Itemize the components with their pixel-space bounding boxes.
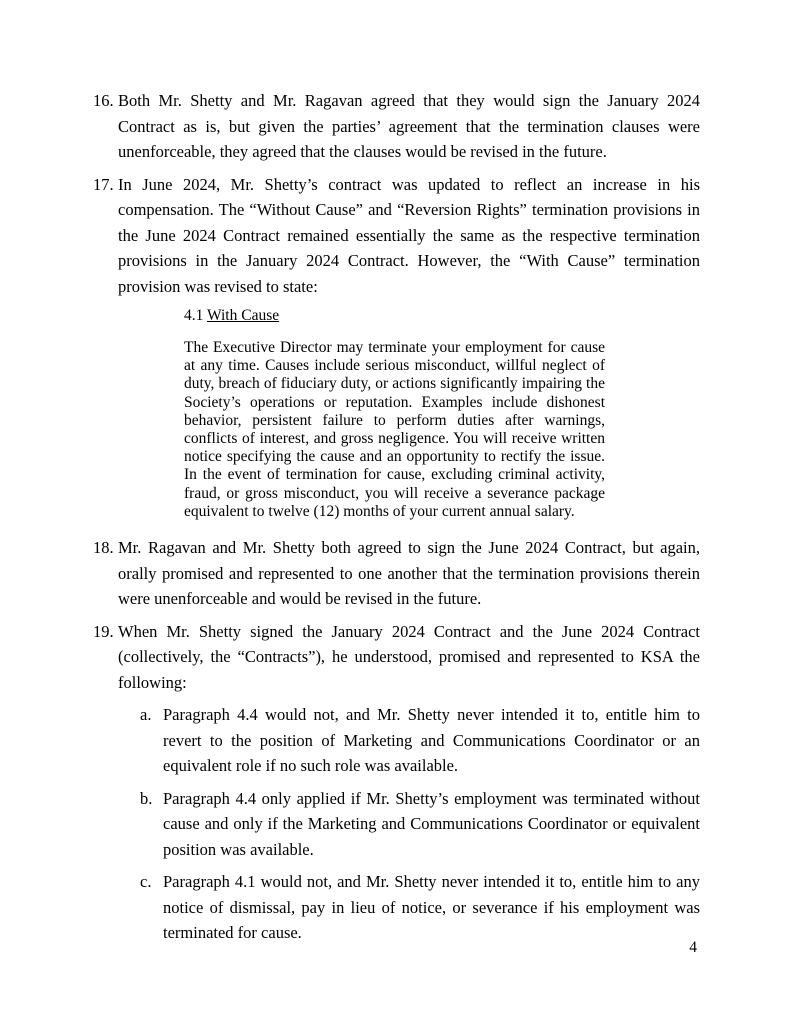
sub-paragraph-text: Paragraph 4.1 would not, and Mr. Shetty never intended it to, entitle him to any notice of dismissal, pay in lieu of notice, or severance if his employment was terminated for cause. bbox=[163, 872, 700, 943]
quote-section-heading bbox=[184, 306, 700, 326]
sub-paragraph-a bbox=[140, 702, 700, 779]
sub-paragraph-b bbox=[140, 786, 700, 863]
sub-paragraph-letter: b. bbox=[140, 788, 153, 808]
sub-paragraph-text: Paragraph 4.4 would not, and Mr. Shetty never intended it to, entitle him to revert to the position of Marketing and Communications Coordinator or an equivalent role if no such role was available. bbox=[163, 705, 700, 776]
sub-paragraph-letter: c. bbox=[140, 872, 152, 892]
paragraph-number: 19. bbox=[93, 621, 114, 641]
numbered-paragraph-19 bbox=[93, 619, 700, 696]
quote-heading-title: With Cause bbox=[206, 307, 280, 324]
paragraph-text: When Mr. Shetty signed the January 2024 Contract and the June 2024 Contract (collectively, the “Contracts”), he understood, promised and represented to KSA the following: bbox=[118, 621, 700, 692]
paragraph-number: 16. bbox=[93, 91, 114, 110]
sub-paragraph-letter: a. bbox=[140, 705, 152, 725]
quote-heading-number: 4.1 bbox=[184, 307, 204, 324]
page-number: 4 bbox=[689, 939, 697, 956]
block-quote: The Executive Director may terminate your employment for cause at any time. Causes include serious misconduct, willful neglect of duty, breach of fiduciary duty, or actions significantly impairing the Society’s operations or reputation. Examples include dishonest behavior, persistent failure to perform duties after warnings, conflicts of interest, and gross negligence. You will receive written notice specifying the cause and an opportunity to rectify the issue. In the event of termination for cause, excluding criminal activity, fraud, or gross misconduct, you will receive a severance package equivalent to twelve (12) months of your current annual salary. bbox=[184, 339, 605, 520]
sub-paragraph-text: Paragraph 4.4 only applied if Mr. Shetty’s employment was terminated without cause and only if the Marketing and Communications Coordinator or equivalent position was available. bbox=[163, 788, 700, 859]
document-body bbox=[93, 88, 700, 953]
paragraph-text: In June 2024, Mr. Shetty’s contract was updated to reflect an increase in his compensation. The “Without Cause” and “Reversion Rights” termination provisions in the June 2024 Contract remained essentially the same as the respective termination provisions in the January 2024 Contract. However, the “With Cause” termination provision was revised to state: bbox=[118, 174, 700, 296]
numbered-paragraph-16 bbox=[93, 88, 700, 165]
paragraph-text: Mr. Ragavan and Mr. Shetty both agreed to sign the June 2024 Contract, but again, orally promised and represented to one another that the termination provisions therein were unenforceable and would be revised in the future. bbox=[118, 538, 700, 609]
numbered-paragraph-17 bbox=[93, 172, 700, 300]
paragraph-number: 18. bbox=[93, 538, 114, 558]
numbered-paragraph-18 bbox=[93, 535, 700, 612]
paragraph-text: Both Mr. Shetty and Mr. Ragavan agreed that they would sign the January 2024 Contract as is, but given the parties’ agreement that the termination clauses were unenforceable, they agreed that the clauses would be revised in the future. bbox=[118, 91, 700, 161]
paragraph-number: 17. bbox=[93, 174, 114, 194]
sub-paragraph-c bbox=[140, 869, 700, 946]
